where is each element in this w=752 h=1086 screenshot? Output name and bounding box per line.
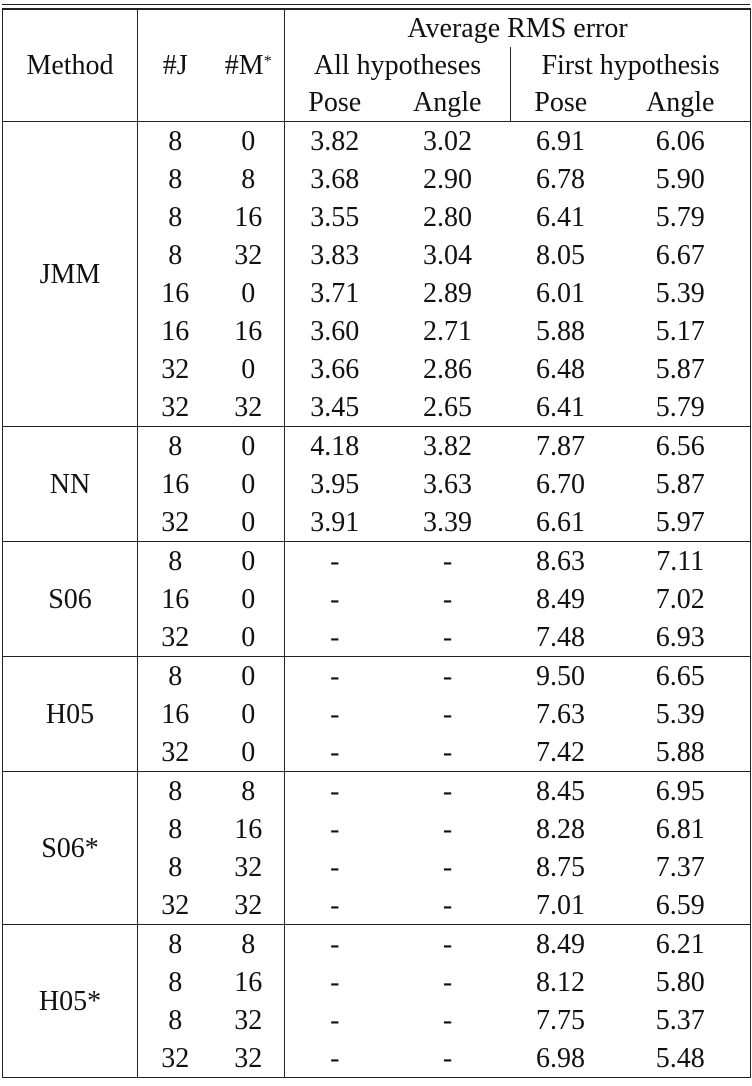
cell-angle-first: 6.95	[611, 772, 751, 811]
cell-j: 32	[161, 736, 190, 768]
cell-angle-all: 3.82	[385, 427, 511, 466]
cell-j: 8	[168, 201, 183, 233]
cell-angle-first: 6.06	[611, 122, 751, 161]
cell-pose-first: 6.41	[536, 391, 585, 423]
table-row	[3, 657, 751, 696]
header-all-hypotheses: All hypotheses	[313, 50, 482, 81]
header-method: Method	[3, 9, 138, 122]
cell-m: 16	[213, 312, 285, 350]
table-body	[3, 122, 751, 1078]
cell-j: 32	[161, 353, 190, 385]
cell-angle-first: 5.17	[611, 312, 751, 350]
cell-angle-first: 6.81	[611, 810, 751, 848]
cell-m: 0	[213, 465, 285, 503]
cell-pose-all: -	[285, 657, 385, 696]
cell-pose-all: 3.71	[310, 277, 360, 309]
cell-m: 0	[213, 350, 285, 388]
cell-pose-first: 6.78	[536, 163, 585, 195]
cell-m: 32	[213, 236, 285, 274]
header-pose-all: Pose	[308, 87, 362, 118]
cell-j: 16	[161, 583, 190, 615]
header-m-superscript: *	[263, 53, 272, 70]
cell-pose-all: 3.83	[310, 239, 360, 271]
header-pose-first: Pose	[511, 84, 611, 122]
cell-angle-all: -	[385, 1039, 511, 1078]
cell-angle-first: 6.67	[611, 236, 751, 274]
cell-j: 32	[161, 391, 190, 423]
cell-pose-all: -	[330, 736, 340, 768]
cell-angle-first: 5.39	[611, 274, 751, 312]
cell-pose-first: 7.48	[536, 621, 585, 653]
cell-angle-first: 5.79	[611, 198, 751, 236]
cell-j: 8	[138, 122, 213, 161]
cell-pose-all: 3.60	[310, 315, 360, 347]
cell-angle-first: 5.97	[611, 503, 751, 542]
cell-pose-all: 3.91	[310, 506, 360, 538]
cell-angle-all: 2.86	[423, 353, 472, 385]
cell-pose-all: -	[285, 1039, 385, 1078]
cell-j: 16	[161, 277, 190, 309]
cell-j: 16	[161, 698, 190, 730]
cell-pose-all: -	[285, 772, 385, 811]
cell-j: 32	[161, 889, 190, 921]
cell-pose-first: 7.75	[536, 1004, 585, 1036]
cell-pose-first: 8.12	[536, 966, 585, 998]
cell-pose-all: -	[330, 966, 340, 998]
table-row	[3, 542, 751, 581]
cell-pose-first: 8.75	[536, 851, 585, 883]
cell-pose-all: 3.55	[310, 201, 360, 233]
cell-j: 8	[138, 657, 213, 696]
cell-m: 0	[213, 274, 285, 312]
cell-pose-all: -	[285, 542, 385, 581]
cell-angle-first: 6.56	[611, 427, 751, 466]
cell-m: 32	[213, 886, 285, 925]
cell-angle-first: 6.93	[611, 618, 751, 657]
cell-j: 8	[168, 163, 183, 195]
cell-angle-first: 7.11	[611, 542, 751, 581]
header-angle-first: Angle	[611, 84, 751, 122]
cell-angle-first: 5.39	[611, 695, 751, 733]
cell-pose-first: 8.49	[511, 925, 611, 964]
cell-angle-all: -	[385, 772, 511, 811]
cell-angle-all: -	[442, 621, 453, 653]
cell-angle-first: 6.21	[611, 925, 751, 964]
results-table	[2, 8, 751, 1078]
cell-angle-first: 5.37	[611, 1001, 751, 1039]
cell-angle-first: 7.37	[611, 848, 751, 886]
table-row	[3, 925, 751, 964]
cell-j: 8	[168, 966, 183, 998]
table-row	[3, 772, 751, 811]
cell-pose-first: 6.01	[536, 277, 585, 309]
cell-method: H05*	[3, 925, 138, 1078]
cell-pose-first: 7.87	[511, 427, 611, 466]
cell-pose-all: 4.18	[285, 427, 385, 466]
cell-j: 32	[138, 1039, 213, 1078]
cell-angle-all: 2.89	[423, 277, 472, 309]
cell-pose-first: 8.49	[536, 583, 585, 615]
cell-pose-all: -	[330, 621, 340, 653]
table-row	[3, 427, 751, 466]
cell-pose-first: 6.48	[536, 353, 585, 385]
cell-m: 8	[213, 925, 285, 964]
cell-m: 0	[213, 542, 285, 581]
table-row	[3, 122, 751, 161]
cell-pose-all: 3.82	[285, 122, 385, 161]
cell-method: JMM	[3, 122, 138, 427]
cell-pose-all: 3.95	[310, 468, 360, 500]
cell-angle-all: -	[442, 813, 453, 845]
cell-angle-all: -	[442, 966, 453, 998]
cell-angle-all: 2.65	[423, 391, 472, 423]
cell-m: 0	[213, 580, 285, 618]
cell-pose-all: -	[330, 851, 340, 883]
cell-angle-all: 3.63	[423, 468, 472, 500]
cell-angle-all: 3.39	[423, 506, 472, 538]
cell-pose-first: 8.45	[511, 772, 611, 811]
cell-angle-first: 6.65	[611, 657, 751, 696]
cell-pose-first: 7.01	[536, 889, 585, 921]
cell-pose-first: 9.50	[511, 657, 611, 696]
cell-j: 32	[161, 506, 190, 538]
cell-angle-all: -	[385, 925, 511, 964]
cell-pose-first: 6.61	[536, 506, 585, 538]
cell-pose-all: 3.68	[310, 163, 360, 195]
cell-method: H05	[3, 657, 138, 772]
cell-j: 8	[168, 813, 183, 845]
cell-m: 32	[213, 1039, 285, 1078]
table-top-rule	[2, 4, 750, 5]
cell-angle-first: 5.79	[611, 388, 751, 427]
cell-angle-all: -	[442, 851, 453, 883]
cell-pose-first: 6.91	[511, 122, 611, 161]
cell-angle-first: 5.88	[611, 733, 751, 772]
cell-j: 16	[161, 468, 190, 500]
cell-pose-all: -	[330, 813, 340, 845]
cell-m: 0	[213, 427, 285, 466]
cell-pose-first: 6.41	[536, 201, 585, 233]
cell-angle-first: 5.87	[611, 350, 751, 388]
header-m	[213, 9, 285, 122]
table-header	[3, 9, 751, 122]
cell-angle-first: 5.90	[611, 160, 751, 198]
header-j: #J	[138, 9, 213, 122]
cell-angle-all: 2.71	[423, 315, 472, 347]
cell-angle-all: 3.02	[385, 122, 511, 161]
cell-angle-all: -	[385, 542, 511, 581]
cell-pose-first: 7.63	[536, 698, 585, 730]
cell-method: S06*	[3, 772, 138, 925]
cell-j: 8	[168, 851, 183, 883]
cell-j: 8	[138, 427, 213, 466]
cell-m: 0	[213, 618, 285, 657]
cell-angle-first: 5.80	[611, 963, 751, 1001]
cell-pose-all: -	[285, 925, 385, 964]
cell-angle-all: -	[442, 736, 453, 768]
cell-pose-first: 6.70	[536, 468, 585, 500]
cell-j: 16	[161, 315, 190, 347]
cell-j: 32	[161, 621, 190, 653]
cell-m: 32	[213, 1001, 285, 1039]
cell-m: 0	[213, 695, 285, 733]
cell-pose-all: 3.45	[310, 391, 360, 423]
cell-angle-first: 5.87	[611, 465, 751, 503]
header-average-rms: Average RMS error	[285, 9, 751, 47]
cell-pose-first: 6.98	[511, 1039, 611, 1078]
cell-m: 8	[213, 772, 285, 811]
cell-angle-all: -	[385, 657, 511, 696]
cell-m: 16	[213, 810, 285, 848]
cell-m: 0	[213, 657, 285, 696]
cell-m: 0	[213, 503, 285, 542]
cell-angle-all: 3.04	[423, 239, 472, 271]
cell-angle-first: 7.02	[611, 580, 751, 618]
cell-m: 16	[213, 198, 285, 236]
header-angle-all: Angle	[413, 87, 482, 118]
cell-pose-all: -	[330, 698, 340, 730]
cell-pose-all: -	[330, 1004, 340, 1036]
cell-method: NN	[3, 427, 138, 542]
cell-m: 8	[213, 160, 285, 198]
cell-angle-first: 5.48	[611, 1039, 751, 1078]
cell-angle-all: -	[442, 1004, 453, 1036]
cell-pose-all: 3.66	[310, 353, 360, 385]
header-m-label: #M	[224, 50, 264, 81]
cell-pose-first: 8.28	[536, 813, 585, 845]
cell-j: 8	[168, 239, 183, 271]
cell-m: 32	[213, 388, 285, 427]
cell-pose-first: 7.42	[536, 736, 585, 768]
cell-angle-all: 2.90	[423, 163, 472, 195]
cell-j: 8	[138, 772, 213, 811]
cell-m: 0	[213, 733, 285, 772]
cell-pose-first: 5.88	[536, 315, 585, 347]
cell-m: 16	[213, 963, 285, 1001]
cell-angle-all: -	[442, 698, 453, 730]
cell-angle-first: 6.59	[611, 886, 751, 925]
cell-pose-first: 8.63	[511, 542, 611, 581]
cell-j: 8	[138, 925, 213, 964]
cell-pose-first: 8.05	[536, 239, 585, 271]
cell-angle-all: 2.80	[423, 201, 472, 233]
cell-m: 32	[213, 848, 285, 886]
cell-pose-all: -	[330, 583, 340, 615]
cell-pose-all: -	[330, 889, 340, 921]
cell-angle-all: -	[442, 889, 453, 921]
cell-j: 8	[168, 1004, 183, 1036]
header-first-hypothesis: First hypothesis	[511, 47, 751, 84]
cell-j: 8	[138, 542, 213, 581]
cell-method: S06	[3, 542, 138, 657]
cell-m: 0	[213, 122, 285, 161]
cell-angle-all: -	[442, 583, 453, 615]
